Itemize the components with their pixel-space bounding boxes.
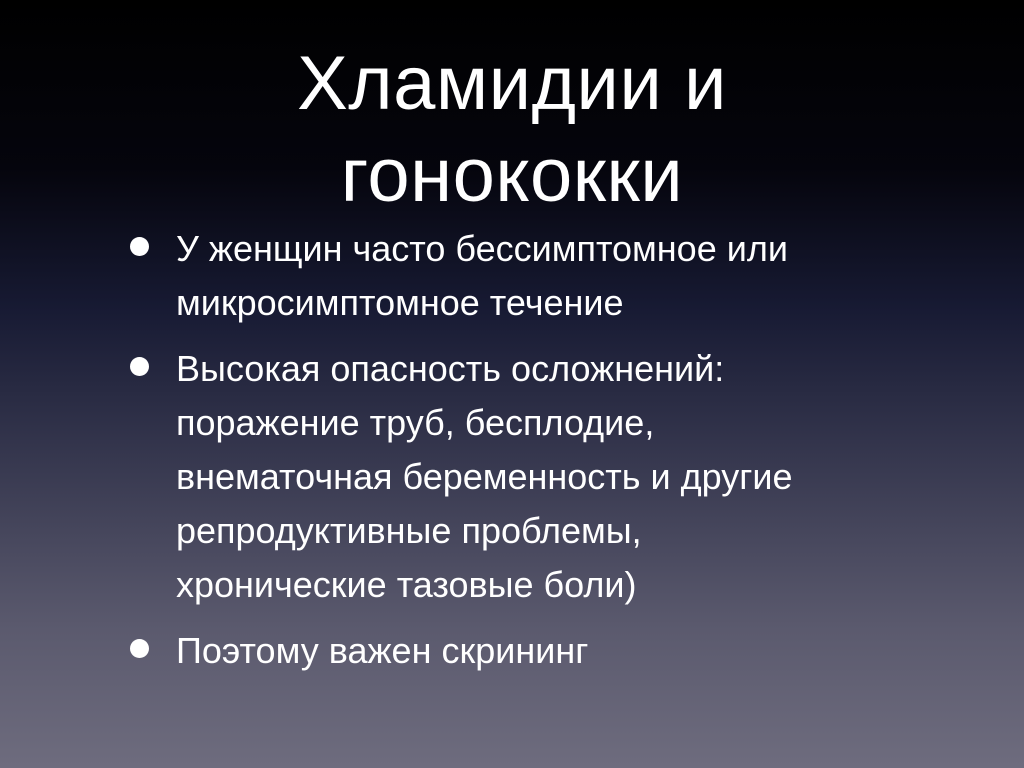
bullet-dot-icon bbox=[130, 237, 149, 256]
bullet-dot-icon bbox=[130, 639, 149, 658]
slide-title-line-2: гонококки bbox=[340, 133, 684, 218]
bullet-text: У женщин часто бессимптомное или микросимптомное течение bbox=[176, 228, 788, 323]
bullet-text: Поэтому важен скрининг bbox=[176, 630, 589, 671]
slide-title-line-1: Хламидии и bbox=[297, 41, 727, 126]
bullet-item bbox=[130, 222, 950, 330]
bullet-text: Высокая опасность осложнений: поражение труб, бесплодие, внематочная беременность и другие репродуктивные проблемы, хронические тазовые боли) bbox=[176, 348, 793, 605]
bullet-item bbox=[130, 624, 950, 678]
slide-title bbox=[0, 38, 1024, 222]
bullet-dot-icon bbox=[130, 357, 149, 376]
bullet-item bbox=[130, 342, 950, 612]
bullet-list bbox=[130, 222, 950, 690]
